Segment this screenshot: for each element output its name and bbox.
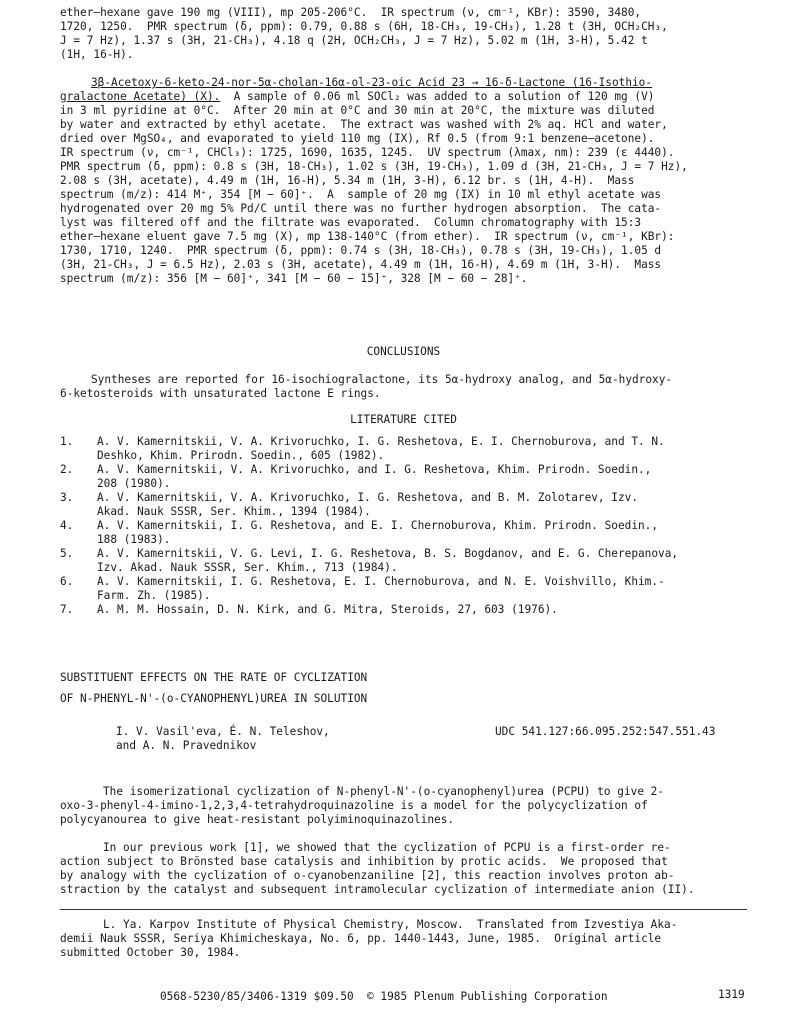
footnote-text: L. Ya. Karpov Institute of Physical Chemistry, Moscow. Translated from Izvestiya Aka-	[103, 918, 678, 931]
body-text-line: spectrum (m/z): 414 M⁺, 354 [M − 60]⁺. A sample of 20 mg (IX) in 10 ml ethyl acetate was	[60, 188, 662, 201]
body-text-line: action subject to Brönsted base catalysis and inhibition by protic acids. We proposed that	[60, 855, 668, 868]
article-title: OF N-PHENYL-N'-(o-CYANOPHENYL)UREA IN SOLUTION	[60, 692, 368, 705]
body-text-line: The isomerizational cyclization of N-phenyl-N'-(o-cyanophenyl)urea (PCPU) to give 2-	[103, 785, 665, 798]
body-text-line: polycyanourea to give heat-resistant polyiminoquinazolines.	[60, 813, 455, 826]
author-list: and A. N. Pravednikov	[116, 739, 257, 752]
reference-text: Farm. Zh. (1985).	[97, 589, 211, 602]
body-text-line: (1H, 16-H).	[60, 48, 134, 61]
reference-text: Akad. Nauk SSSR, Ser. Khim., 1394 (1984).	[97, 505, 371, 518]
reference-text: A. V. Kamernitskii, V. A. Krivoruchko, I. G. Reshetova, and B. M. Zolotarev, Izv.	[97, 491, 638, 504]
copyright-line: 0568-5230/85/3406-1319 $09.50 © 1985 Plenum Publishing Corporation	[160, 990, 608, 1003]
body-text-line: oxo-3-phenyl-4-imino-1,2,3,4-tetrahydroquinazoline is a model for the polycyclization of	[60, 799, 648, 812]
reference-text: A. V. Kamernitskii, V. G. Levi, I. G. Reshetova, B. S. Bogdanov, and E. G. Cherepanova,	[97, 547, 679, 560]
udc-code: UDC 541.127:66.095.252:547.551.43	[495, 725, 716, 738]
footnote-divider	[60, 909, 747, 910]
reference-text: A. V. Kamernitskii, I. G. Reshetova, E. I. Chernoburova, and N. E. Voishvillo, Khim.-	[97, 575, 665, 588]
body-text-line: 1720, 1250. PMR spectrum (δ, ppm): 0.79, 0.88 s (6H, 18-CH₃, 19-CH₃), 1.28 t (3H, OCH₂CH₃,	[60, 20, 668, 33]
body-text-line: hydrogenated over 20 mg 5% Pd/C until there was no further hydrogen absorption. The cata-	[60, 202, 662, 215]
reference-text: A. V. Kamernitskii, V. A. Krivoruchko, and I. G. Reshetova, Khim. Prirodn. Soedin.,	[97, 463, 652, 476]
reference-text: Izv. Akad. Nauk SSSR, Ser. Khim., 713 (1984).	[97, 561, 398, 574]
reference-number: 5.	[60, 547, 74, 560]
compound-title-cont: gralactone Acetate) (X).	[60, 90, 221, 103]
reference-number: 1.	[60, 435, 74, 448]
reference-text: Deshko, Khim. Prirodn. Soedin., 605 (1982).	[97, 449, 385, 462]
body-text-line	[60, 90, 654, 104]
reference-text: A. V. Kamernitskii, V. A. Krivoruchko, I. G. Reshetova, E. I. Chernoburova, and T. N.	[97, 435, 665, 448]
body-text-fragment: A sample of 0.06 ml SOCl₂ was added to a solution of 120 mg (V)	[220, 90, 655, 103]
page-number: 1319	[718, 988, 745, 1001]
body-text-line: by water and extracted by ethyl acetate. The extract was washed with 2% aq. HCl and water,	[60, 118, 668, 131]
reference-text: A. M. M. Hossain, D. N. Kirk, and G. Mitra, Steroids, 27, 603 (1976).	[97, 603, 558, 616]
reference-number: 6.	[60, 575, 74, 588]
reference-number: 2.	[60, 463, 74, 476]
body-text-line: Syntheses are reported for 16-isochiogralactone, its 5α-hydroxy analog, and 5α-hydroxy-	[91, 373, 673, 386]
reference-number: 4.	[60, 519, 74, 532]
body-text-line: 1730, 1710, 1240. PMR spectrum (δ, ppm): 0.74 s (3H, 18-CH₃), 0.78 s (3H, 19-CH₃), 1.05 d	[60, 244, 662, 257]
body-text-line: In our previous work [1], we showed that the cyclization of PCPU is a first-order re-	[103, 841, 671, 854]
body-text-line: 2.08 s (3H, acetate), 4.49 m (1H, 16-H), 5.34 m (1H, 3-H), 6.12 br. s (1H, 4-H). Mass	[60, 174, 635, 187]
section-heading-literature: LITERATURE CITED	[350, 413, 457, 426]
body-text-line: by analogy with the cyclization of o-cyanobenzaniline [2], this reaction involves proton ab-	[60, 869, 675, 882]
compound-title: 3β-Acetoxy-6-keto-24-nor-5α-cholan-16α-ol-23-oic Acid 23 → 16-δ-Lactone (16-Isothio-	[91, 76, 653, 89]
body-text-line: ether–hexane eluent gave 7.5 mg (X), mp 138-140°C (from ether). IR spectrum (ν, cm⁻¹, KBr):	[60, 230, 675, 243]
body-text-line: lyst was filtered off and the filtrate was evaporated. Column chromatography with 15:3	[60, 216, 642, 229]
author-list: I. V. Vasil'eva, É. N. Teleshov,	[116, 725, 330, 738]
reference-text: 188 (1983).	[97, 533, 171, 546]
reference-text: A. V. Kamernitskii, I. G. Reshetova, and E. I. Chernoburova, Khim. Prirodn. Soedin.,	[97, 519, 659, 532]
reference-text: 208 (1980).	[97, 477, 171, 490]
body-text-line: ether–hexane gave 190 mg (VIII), mp 205-206°C. IR spectrum (ν, cm⁻¹, KBr): 3590, 3480,	[60, 6, 642, 19]
body-text-line: in 3 ml pyridine at 0°C. After 20 min at 0°C and 30 min at 20°C, the mixture was diluted	[60, 104, 655, 117]
footnote-text: submitted October 30, 1984.	[60, 946, 241, 959]
reference-number: 3.	[60, 491, 74, 504]
reference-number: 7.	[60, 603, 74, 616]
section-heading-conclusions: CONCLUSIONS	[366, 345, 441, 358]
body-text-line: J = 7 Hz), 1.37 s (3H, 21-CH₃), 4.18 q (2H, OCH₂CH₃, J = 7 Hz), 5.02 m (1H, 3-H), 5.42 t	[60, 34, 648, 47]
body-text-line: 6-ketosteroids with unsaturated lactone E rings.	[60, 387, 381, 400]
body-text-line: spectrum (m/z): 356 [M − 60]⁺, 341 [M − 60 − 15]⁺, 328 [M − 60 − 28]⁺.	[60, 272, 528, 285]
article-title: SUBSTITUENT EFFECTS ON THE RATE OF CYCLIZATION	[60, 671, 368, 684]
body-text-line: dried over MgSO₄, and evaporated to yield 110 mg (IX), Rf 0.5 (from 9:1 benzene–acetone).	[60, 132, 655, 145]
body-text-line: IR spectrum (ν, cm⁻¹, CHCl₃): 1725, 1690, 1635, 1245. UV spectrum (λmax, nm): 239 (ε 4440).	[60, 146, 675, 159]
body-text-line: PMR spectrum (δ, ppm): 0.8 s (3H, 18-CH₃), 1.02 s (3H, 19-CH₃), 1.09 d (3H, 21-CH₃, J = 7 Hz),	[60, 160, 688, 173]
footnote-text: demii Nauk SSSR, Seriya Khimicheskaya, No. 6, pp. 1440-1443, June, 1985. Original article	[60, 932, 662, 945]
body-text-line: (3H, 21-CH₃, J = 6.5 Hz), 2.03 s (3H, acetate), 4.49 m (1H, 16-H), 4.69 m (1H, 3-H). Mass	[60, 258, 662, 271]
body-text-line: straction by the catalyst and subsequent intramolecular cyclization of intermediate anion (II).	[60, 883, 695, 896]
